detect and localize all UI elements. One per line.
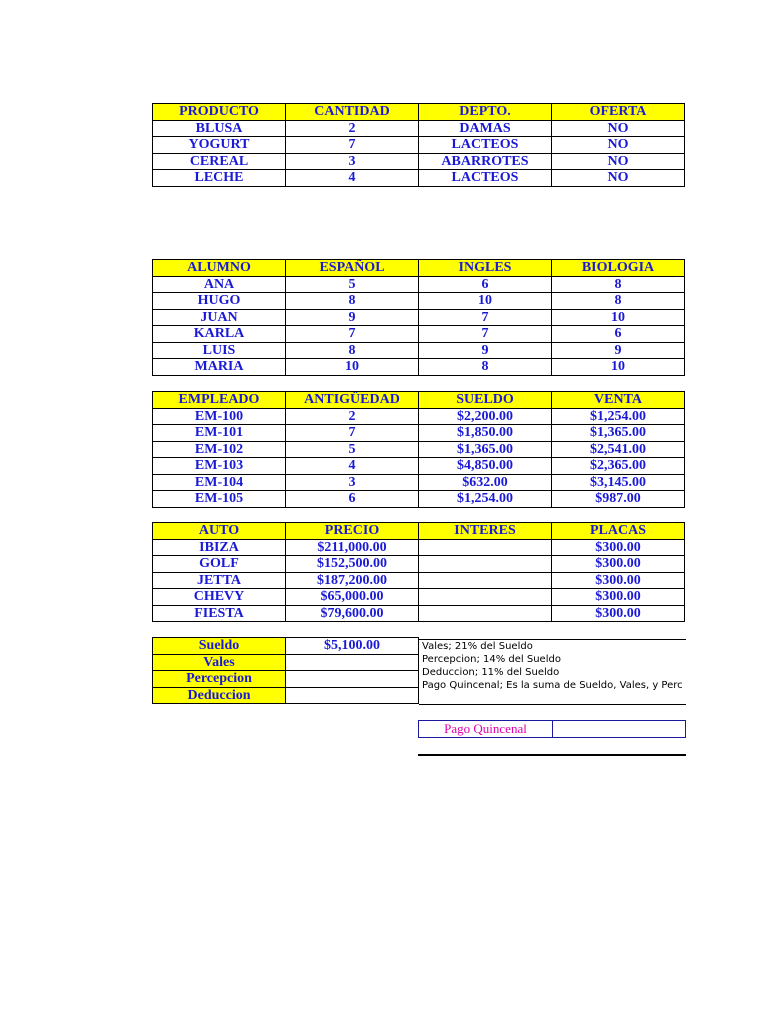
cell[interactable]: 8: [286, 342, 419, 359]
table-row: [153, 474, 685, 491]
table-row: [153, 153, 685, 170]
cell[interactable]: 7: [286, 425, 419, 442]
cell[interactable]: LUIS: [153, 342, 286, 359]
cell[interactable]: $1,254.00: [552, 408, 685, 425]
cell[interactable]: 7: [419, 326, 552, 343]
cell[interactable]: 2: [286, 120, 419, 137]
cell[interactable]: $300.00: [552, 556, 685, 573]
table-row: [153, 408, 685, 425]
cell[interactable]: 8: [552, 293, 685, 310]
percepcion-label[interactable]: Percepcion: [153, 671, 286, 688]
cell[interactable]: [419, 539, 552, 556]
cell[interactable]: NO: [552, 170, 685, 187]
table-row: [153, 359, 685, 376]
cell[interactable]: 8: [552, 276, 685, 293]
table-row: [153, 309, 685, 326]
cell[interactable]: 7: [419, 309, 552, 326]
cell[interactable]: 9: [286, 309, 419, 326]
sueldo-label[interactable]: Sueldo: [153, 638, 286, 655]
header-cell[interactable]: INTERES: [419, 523, 552, 540]
cell[interactable]: 7: [286, 137, 419, 154]
header-cell[interactable]: OFERTA: [552, 104, 685, 121]
cell[interactable]: IBIZA: [153, 539, 286, 556]
cell[interactable]: LECHE: [153, 170, 286, 187]
cell[interactable]: 5: [286, 276, 419, 293]
cell[interactable]: 3: [286, 153, 419, 170]
note-line[interactable]: Vales; 21% del Sueldo: [422, 641, 533, 652]
cell[interactable]: KARLA: [153, 326, 286, 343]
cell[interactable]: BLUSA: [153, 120, 286, 137]
cell[interactable]: 10: [552, 359, 685, 376]
pago-quincenal-value[interactable]: [553, 721, 685, 737]
cell[interactable]: JUAN: [153, 309, 286, 326]
header-cell[interactable]: PRODUCTO: [153, 104, 286, 121]
cell[interactable]: LACTEOS: [419, 170, 552, 187]
table-row: [153, 539, 685, 556]
vales-value[interactable]: [286, 654, 419, 671]
cell[interactable]: 6: [286, 491, 419, 508]
cell[interactable]: EM-101: [153, 425, 286, 442]
cell[interactable]: EM-102: [153, 441, 286, 458]
cell[interactable]: $300.00: [552, 605, 685, 622]
table-row: [153, 491, 685, 508]
cell[interactable]: $152,500.00: [286, 556, 419, 573]
cell[interactable]: [419, 572, 552, 589]
cell[interactable]: $211,000.00: [286, 539, 419, 556]
cell[interactable]: ANA: [153, 276, 286, 293]
table-row: [153, 441, 685, 458]
cell[interactable]: ABARROTES: [419, 153, 552, 170]
divider-line: [418, 754, 686, 756]
percepcion-value[interactable]: [286, 671, 419, 688]
cell[interactable]: $1,365.00: [552, 425, 685, 442]
table-row: [153, 589, 685, 606]
cell[interactable]: [419, 589, 552, 606]
cell[interactable]: 10: [552, 309, 685, 326]
header-cell[interactable]: INGLES: [419, 260, 552, 277]
deduccion-label[interactable]: Deduccion: [153, 687, 286, 704]
header-cell[interactable]: DEPTO.: [419, 104, 552, 121]
header-cell[interactable]: PLACAS: [552, 523, 685, 540]
cell[interactable]: 10: [286, 359, 419, 376]
cell[interactable]: $2,365.00: [552, 458, 685, 475]
cell[interactable]: EM-105: [153, 491, 286, 508]
cell[interactable]: $2,541.00: [552, 441, 685, 458]
cell[interactable]: 4: [286, 458, 419, 475]
table-row: [153, 654, 419, 671]
cell[interactable]: EM-103: [153, 458, 286, 475]
table-row: [153, 137, 685, 154]
header-cell[interactable]: BIOLOGIA: [552, 260, 685, 277]
sueldo-table: [152, 637, 419, 704]
cell[interactable]: 4: [286, 170, 419, 187]
cell[interactable]: 9: [552, 342, 685, 359]
cell[interactable]: $4,850.00: [419, 458, 552, 475]
table-row: [153, 342, 685, 359]
cell[interactable]: FIESTA: [153, 605, 286, 622]
table-row: [153, 671, 419, 688]
header-cell[interactable]: VENTA: [552, 392, 685, 409]
cell[interactable]: 2: [286, 408, 419, 425]
table-row: [153, 572, 685, 589]
cell[interactable]: 5: [286, 441, 419, 458]
cell[interactable]: [419, 605, 552, 622]
cell[interactable]: 6: [419, 276, 552, 293]
table-row: [153, 120, 685, 137]
table-row: [153, 425, 685, 442]
cell[interactable]: EM-104: [153, 474, 286, 491]
header-row: [153, 260, 685, 277]
header-cell[interactable]: SUELDO: [419, 392, 552, 409]
header-cell[interactable]: CANTIDAD: [286, 104, 419, 121]
cell[interactable]: $187,200.00: [286, 572, 419, 589]
header-row: [153, 523, 685, 540]
cell[interactable]: 3: [286, 474, 419, 491]
note-line[interactable]: Deduccion; 11% del Sueldo: [422, 667, 560, 678]
cell[interactable]: $79,600.00: [286, 605, 419, 622]
header-row: [153, 392, 685, 409]
cell[interactable]: MARIA: [153, 359, 286, 376]
deduccion-value[interactable]: [286, 687, 419, 704]
cell[interactable]: 10: [419, 293, 552, 310]
header-cell[interactable]: ESPAÑOL: [286, 260, 419, 277]
cell[interactable]: CEREAL: [153, 153, 286, 170]
empleados-table: [152, 391, 685, 508]
note-line[interactable]: Percepcion; 14% del Sueldo: [422, 654, 561, 665]
cell[interactable]: $3,145.00: [552, 474, 685, 491]
cell[interactable]: 6: [552, 326, 685, 343]
table-row: [153, 638, 419, 655]
cell[interactable]: 7: [286, 326, 419, 343]
cell[interactable]: [419, 556, 552, 573]
table-row: [153, 326, 685, 343]
cell[interactable]: $987.00: [552, 491, 685, 508]
cell[interactable]: 9: [419, 342, 552, 359]
cell[interactable]: $300.00: [552, 572, 685, 589]
cell[interactable]: 8: [419, 359, 552, 376]
cell[interactable]: LACTEOS: [419, 137, 552, 154]
cell[interactable]: $65,000.00: [286, 589, 419, 606]
cell[interactable]: $300.00: [552, 539, 685, 556]
cell[interactable]: $2,200.00: [419, 408, 552, 425]
table-row: [153, 605, 685, 622]
cell[interactable]: CHEVY: [153, 589, 286, 606]
cell[interactable]: $1,850.00: [419, 425, 552, 442]
header-row: [153, 104, 685, 121]
header-cell[interactable]: EMPLEADO: [153, 392, 286, 409]
cell[interactable]: JETTA: [153, 572, 286, 589]
header-cell[interactable]: AUTO: [153, 523, 286, 540]
cell[interactable]: DAMAS: [419, 120, 552, 137]
table-row: [153, 687, 419, 704]
cell[interactable]: EM-100: [153, 408, 286, 425]
cell[interactable]: NO: [552, 137, 685, 154]
header-cell[interactable]: ALUMNO: [153, 260, 286, 277]
cell[interactable]: $1,254.00: [419, 491, 552, 508]
header-cell[interactable]: PRECIO: [286, 523, 419, 540]
table-row: [153, 556, 685, 573]
note-line[interactable]: Pago Quincenal; Es la suma de Sueldo, Vales, y Perc: [422, 680, 683, 691]
alumnos-table: [152, 259, 685, 376]
cell[interactable]: NO: [552, 153, 685, 170]
cell[interactable]: YOGURT: [153, 137, 286, 154]
table-row: [153, 276, 685, 293]
autos-table: [152, 522, 685, 622]
notes-block: [419, 639, 686, 705]
table-row: [153, 458, 685, 475]
vales-label[interactable]: Vales: [153, 654, 286, 671]
cell[interactable]: $300.00: [552, 589, 685, 606]
cell[interactable]: $632.00: [419, 474, 552, 491]
cell[interactable]: NO: [552, 120, 685, 137]
sueldo-value[interactable]: $5,100.00: [286, 638, 419, 655]
header-cell[interactable]: ANTIGÜEDAD: [286, 392, 419, 409]
pago-quincenal-box: [418, 720, 686, 738]
table-row: [153, 293, 685, 310]
cell[interactable]: $1,365.00: [419, 441, 552, 458]
cell[interactable]: 8: [286, 293, 419, 310]
pago-quincenal-label[interactable]: Pago Quincenal: [419, 721, 553, 737]
productos-table: [152, 103, 685, 187]
cell[interactable]: GOLF: [153, 556, 286, 573]
table-row: [153, 170, 685, 187]
cell[interactable]: HUGO: [153, 293, 286, 310]
